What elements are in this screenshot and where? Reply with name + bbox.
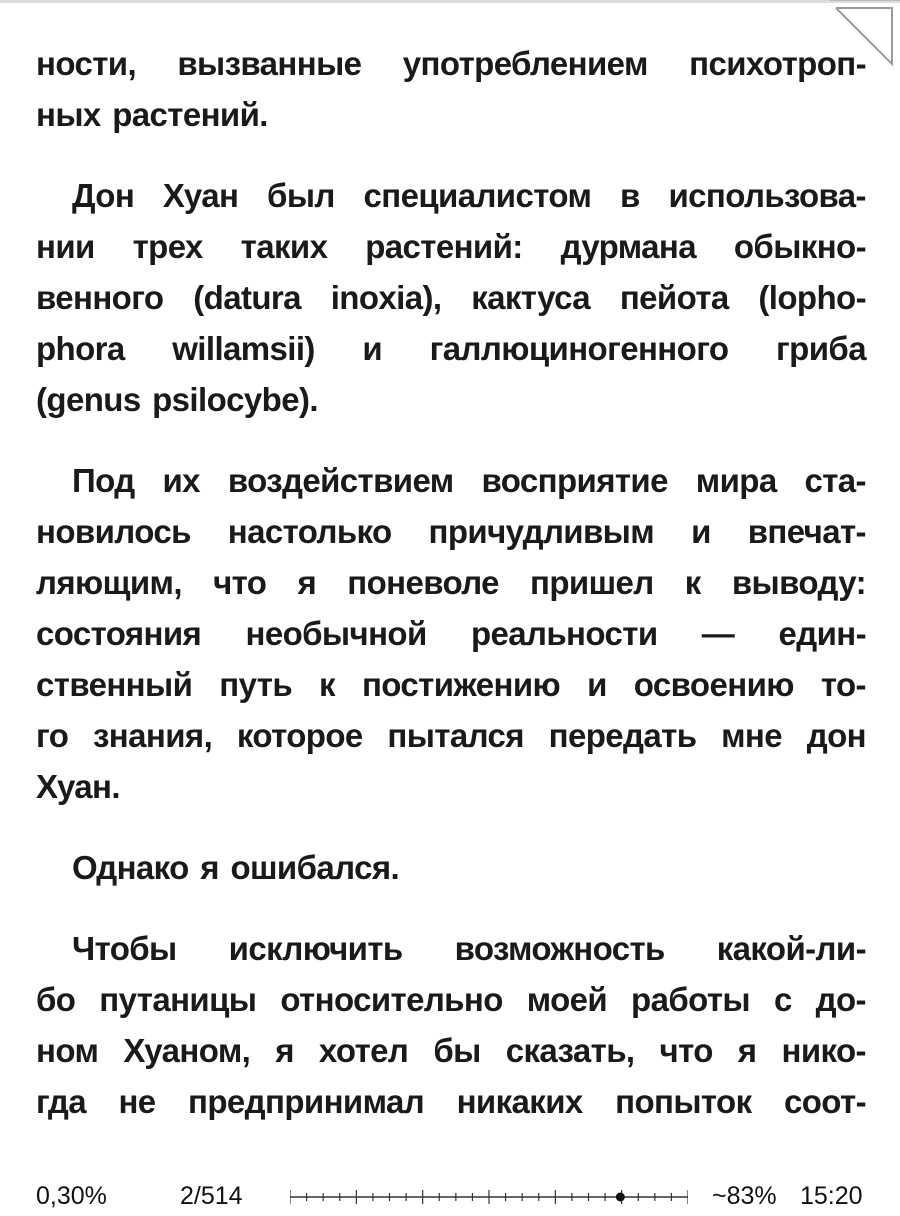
- word: освоению: [633, 666, 794, 703]
- text-line: [36, 923, 866, 974]
- text-line: [36, 761, 866, 812]
- word: необычной: [245, 615, 427, 652]
- word: которое: [236, 717, 363, 754]
- word: мира: [695, 462, 777, 499]
- clock-time: 15:20: [800, 1182, 863, 1210]
- word: ном: [36, 1032, 99, 1069]
- word: не: [118, 1083, 156, 1120]
- word: Дон: [72, 177, 135, 214]
- word: я: [275, 1032, 294, 1069]
- word: был: [267, 177, 335, 214]
- word: нико-: [781, 1032, 866, 1069]
- word: я: [297, 564, 317, 601]
- word: растений.: [112, 96, 268, 133]
- progress-marker[interactable]: [616, 1193, 625, 1202]
- word: их: [162, 462, 200, 499]
- paragraph-gap: [36, 812, 866, 842]
- word: попыток: [615, 1083, 752, 1120]
- text-line: [36, 506, 866, 557]
- word: никаких: [456, 1083, 583, 1120]
- word: к: [319, 666, 335, 703]
- word: путаницы: [99, 981, 257, 1018]
- remaining-percent: ~83%: [712, 1182, 777, 1210]
- word: таких: [240, 228, 328, 265]
- word: phora: [36, 330, 125, 367]
- paragraph-gap: [36, 140, 866, 170]
- word: пришел: [530, 564, 654, 601]
- word: я: [737, 1032, 757, 1069]
- word: Чтобы: [72, 930, 177, 967]
- paragraph: [36, 455, 866, 812]
- paragraph: [36, 170, 866, 425]
- word: путь: [219, 666, 293, 703]
- top-edge-line: [0, 0, 900, 3]
- text-line: [36, 38, 866, 89]
- word: гда: [36, 1083, 86, 1120]
- word: специалистом: [363, 177, 592, 214]
- paragraph-gap: [36, 893, 866, 923]
- text-line: [36, 974, 866, 1025]
- word: соот-: [783, 1083, 866, 1120]
- word: (genus: [36, 381, 141, 418]
- text-line: [36, 1025, 866, 1076]
- word: причудливым: [428, 513, 655, 550]
- reader-status-bar: [0, 1176, 900, 1216]
- word: что: [213, 564, 267, 601]
- progress-track[interactable]: [290, 1188, 688, 1206]
- word: дон: [806, 717, 866, 754]
- word: Хуан.: [36, 768, 120, 805]
- word: хотел: [318, 1032, 409, 1069]
- word: возможность: [454, 930, 665, 967]
- word: работы: [631, 981, 750, 1018]
- word: психотроп-: [689, 45, 866, 82]
- word: и: [362, 330, 383, 367]
- word: кактуса: [471, 279, 591, 316]
- word: ста-: [804, 462, 866, 499]
- word: состояния: [36, 615, 202, 652]
- word: psilocybe).: [152, 381, 318, 418]
- word: бы: [433, 1032, 481, 1069]
- word: до-: [815, 981, 866, 1018]
- word: Хуаном,: [123, 1032, 251, 1069]
- text-line: [36, 842, 866, 893]
- word: ошибался.: [230, 849, 400, 886]
- word: сказать,: [505, 1032, 635, 1069]
- word: обыкно-: [733, 228, 866, 265]
- word: настолько: [227, 513, 392, 550]
- word: и: [587, 666, 607, 703]
- text-line: [36, 557, 866, 608]
- word: Под: [72, 462, 135, 499]
- word: (lopho-: [758, 279, 866, 316]
- word: использова-: [668, 177, 866, 214]
- word: поневоле: [347, 564, 499, 601]
- word: предпринимал: [188, 1083, 425, 1120]
- word: пейота: [619, 279, 729, 316]
- reader-page-text: [36, 38, 866, 1127]
- word: трех: [132, 228, 203, 265]
- word: я: [200, 849, 219, 886]
- word: восприятие: [481, 462, 668, 499]
- text-line: [36, 170, 866, 221]
- word: передать: [548, 717, 697, 754]
- word: воздействием: [227, 462, 454, 499]
- word: ляющим,: [36, 564, 182, 601]
- paragraph: [36, 842, 866, 893]
- word: —: [701, 615, 735, 652]
- text-line: [36, 221, 866, 272]
- text-line: [36, 323, 866, 374]
- word: вызванные: [177, 45, 362, 82]
- paragraph: [36, 38, 866, 140]
- word: inoxia),: [330, 279, 442, 316]
- word: Хуан: [162, 177, 239, 214]
- word: го: [36, 717, 69, 754]
- word: что: [659, 1032, 713, 1069]
- text-line: [36, 272, 866, 323]
- word: един-: [778, 615, 866, 652]
- word: постижению: [361, 666, 561, 703]
- page-counter[interactable]: 2/514: [180, 1182, 243, 1210]
- word: дурмана: [560, 228, 696, 265]
- text-line: [36, 1076, 866, 1127]
- paragraph: [36, 923, 866, 1127]
- word: ных: [36, 96, 101, 133]
- word: относительно: [280, 981, 503, 1018]
- word: какой-ли-: [716, 930, 866, 967]
- word: ственный: [36, 666, 193, 703]
- text-line: [36, 89, 866, 140]
- word: Однако: [72, 849, 189, 886]
- word: бо: [36, 981, 76, 1018]
- word: знания,: [93, 717, 213, 754]
- word: и: [691, 513, 711, 550]
- word: пытался: [387, 717, 524, 754]
- text-line: [36, 710, 866, 761]
- paragraph-gap: [36, 425, 866, 455]
- word: моей: [526, 981, 608, 1018]
- word: willamsii): [172, 330, 315, 367]
- word: к: [684, 564, 701, 601]
- word: в: [620, 177, 640, 214]
- word: ности,: [36, 45, 137, 82]
- word: галлюциногенного: [429, 330, 729, 367]
- word: выводу:: [731, 564, 866, 601]
- text-line: [36, 455, 866, 506]
- read-percent: 0,30%: [36, 1182, 107, 1210]
- word: с: [773, 981, 792, 1018]
- word: мне: [721, 717, 783, 754]
- word: впечат-: [747, 513, 866, 550]
- text-line: [36, 374, 866, 425]
- word: растений:: [365, 228, 523, 265]
- word: гриба: [776, 330, 866, 367]
- text-line: [36, 659, 866, 710]
- word: реальности: [470, 615, 658, 652]
- word: исключить: [228, 930, 403, 967]
- word: употреблением: [402, 45, 648, 82]
- word: (datura: [193, 279, 301, 316]
- word: новилось: [36, 513, 191, 550]
- word: то-: [820, 666, 866, 703]
- text-line: [36, 608, 866, 659]
- word: венного: [36, 279, 164, 316]
- word: нии: [36, 228, 95, 265]
